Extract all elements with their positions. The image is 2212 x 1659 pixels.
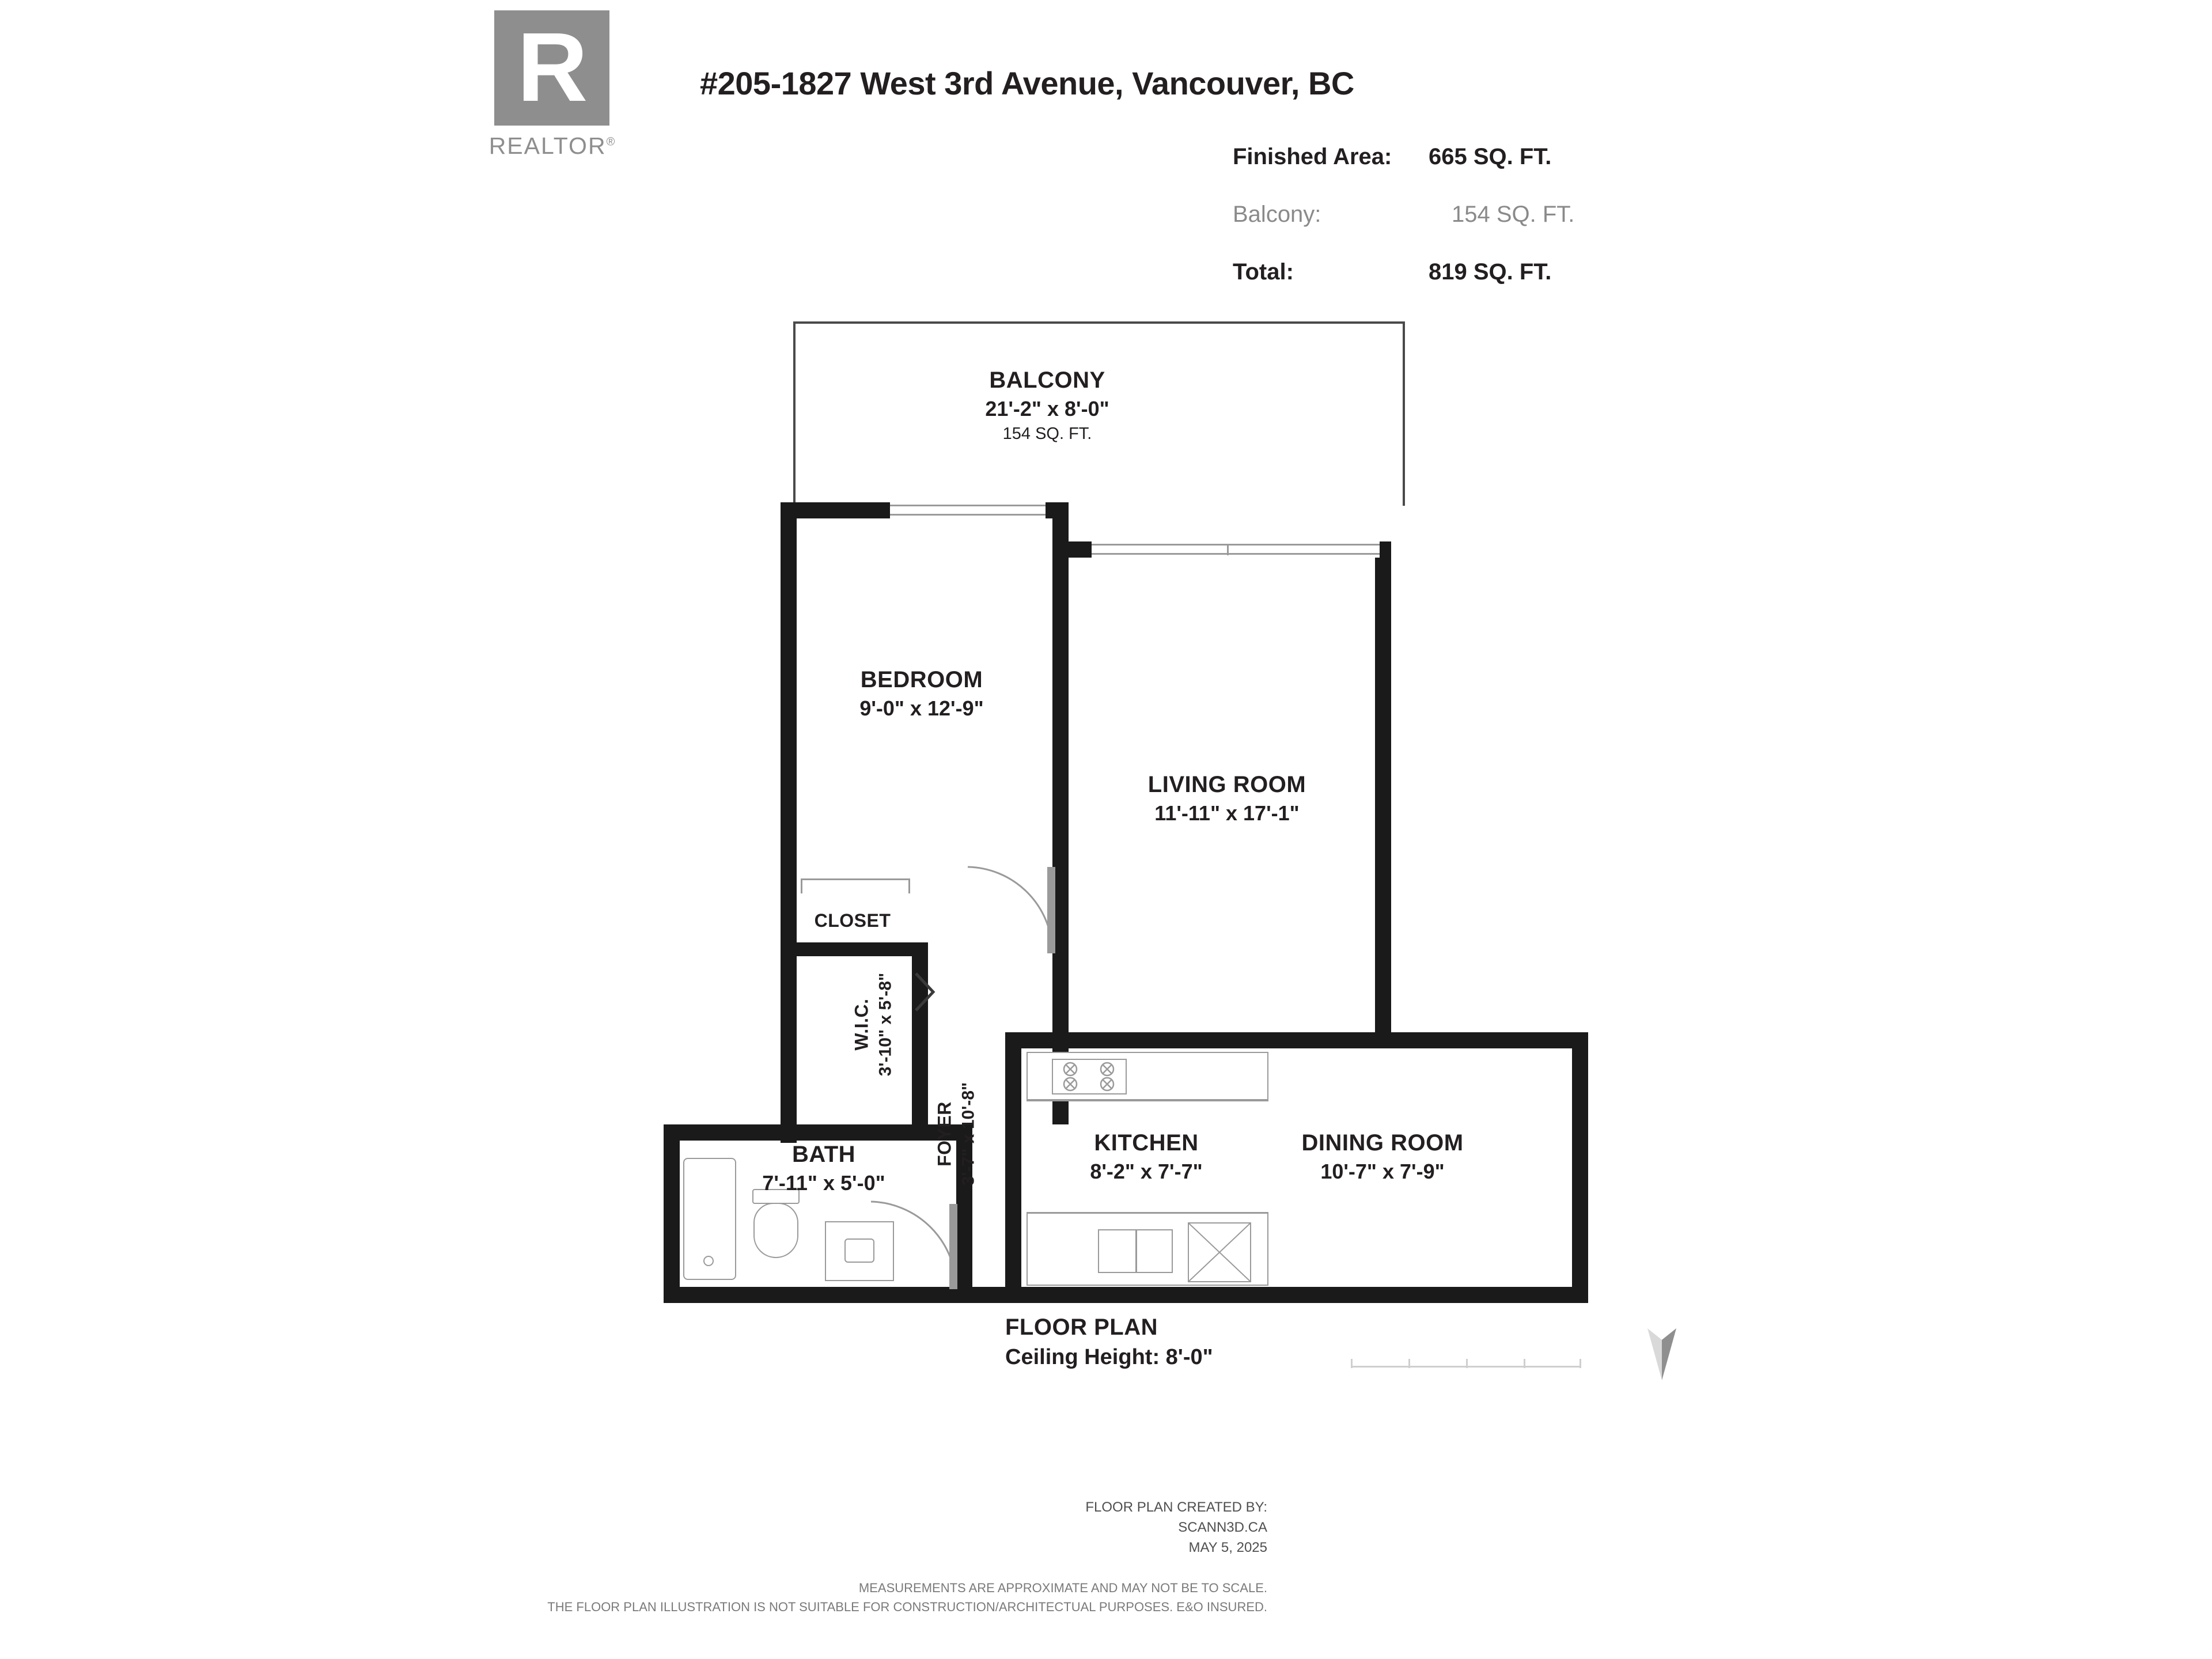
bath-dim: 7'-11" x 5'-0" — [762, 1171, 885, 1195]
toilet-icon — [753, 1203, 798, 1258]
total-area-value: 819 SQ. FT. — [1429, 259, 1552, 285]
wic-dim: 3'-10" x 5'-8" — [876, 972, 895, 1077]
cooktop-burners-icon — [1052, 1059, 1127, 1094]
page-title: #205-1827 West 3rd Avenue, Vancouver, BC — [700, 65, 1354, 101]
window-living-mullion — [1227, 544, 1229, 555]
wall-bath-left — [664, 1124, 680, 1303]
wall-living-right — [1375, 541, 1391, 1048]
scale-tick-2 — [1466, 1359, 1468, 1368]
room-label-bedroom — [801, 667, 1043, 721]
window-bedroom-line-outer — [890, 505, 1046, 506]
wall-bath-bottom — [664, 1287, 957, 1303]
credits-line-2: SCANN3D.CA — [1178, 1519, 1267, 1535]
dining-room-name: DINING ROOM — [1301, 1130, 1464, 1156]
wall-kitchen-left — [1005, 1032, 1021, 1303]
dining-room-dim: 10'-7" x 7'-9" — [1320, 1160, 1445, 1183]
room-label-bath — [709, 1142, 939, 1195]
window-living-line-outer — [1092, 544, 1380, 546]
realtor-r-glyph: R — [517, 13, 587, 122]
closet-shelf-line — [801, 878, 910, 880]
room-label-living-room — [1106, 772, 1348, 825]
balcony-area-value: 154 SQ. FT. — [1452, 202, 1575, 227]
wall-dining-bottom — [1005, 1287, 1588, 1303]
room-label-foyer — [934, 1048, 979, 1221]
wall-dining-right — [1572, 1032, 1588, 1303]
scale-bar — [1351, 1351, 1581, 1372]
north-arrow-icon — [1636, 1318, 1688, 1381]
foyer-dim: 3'-7" x 10'-8" — [959, 1082, 978, 1186]
wall-bath-top — [664, 1124, 957, 1141]
wall-bedroom-right — [1052, 502, 1069, 1124]
room-label-kitchen — [1031, 1130, 1262, 1184]
window-bedroom-line-inner — [890, 514, 1046, 516]
closet-shelf-line-2 — [801, 878, 802, 893]
wall-foyer-bottom — [956, 1287, 1020, 1303]
foyer-name: FOYER — [934, 1101, 955, 1166]
living-room-name: LIVING ROOM — [1147, 772, 1306, 797]
kitchen-sink-divider — [1135, 1229, 1137, 1273]
finished-area-value: 665 SQ. FT. — [1429, 144, 1552, 169]
balcony-area-label: Balcony: — [1233, 202, 1321, 227]
room-label-balcony — [926, 368, 1168, 444]
finished-area-label: Finished Area: — [1233, 144, 1392, 169]
wall-kitchen-top — [1005, 1032, 1385, 1048]
bedroom-name: BEDROOM — [860, 667, 983, 692]
disclaimer-line-2: THE FLOOR PLAN ILLUSTRATION IS NOT SUITABLE FOR CONSTRUCTION/ARCHITECTUAL PURPOSES. E&O INSURED. — [547, 1600, 1267, 1614]
kitchen-dim: 8'-2" x 7'-7" — [1090, 1160, 1203, 1183]
wic-name: W.I.C. — [851, 998, 872, 1051]
scale-tick-4 — [1580, 1359, 1581, 1368]
bathtub-drain-icon — [703, 1256, 714, 1266]
realtor-registered-mark: ® — [606, 135, 616, 149]
scale-tick-1 — [1408, 1359, 1410, 1368]
balcony-dim: 21'-2" x 8'-0" — [985, 397, 1109, 421]
kitchen-lower-counter-edge — [1027, 1212, 1268, 1214]
balcony-sqft: 154 SQ. FT. — [1002, 425, 1092, 443]
dishwasher-cross-icon — [1188, 1222, 1251, 1282]
disclaimer-block — [461, 1578, 1267, 1616]
closet-shelf-line-3 — [908, 878, 910, 893]
scale-tick-0 — [1351, 1359, 1353, 1368]
room-label-dining-room — [1262, 1130, 1503, 1184]
realtor-wordmark-text: REALTOR — [488, 132, 607, 159]
scale-tick-3 — [1524, 1359, 1525, 1368]
floor-plan-footer-title: FLOOR PLAN — [1005, 1315, 1158, 1340]
balcony-name: BALCONY — [989, 368, 1105, 393]
bedroom-dim: 9'-0" x 12'-9" — [859, 696, 984, 720]
floor-plan-footer — [1005, 1315, 1213, 1370]
kitchen-name: KITCHEN — [1094, 1130, 1199, 1156]
window-living-line-inner — [1092, 553, 1380, 555]
bath-sink-icon — [844, 1238, 874, 1263]
room-label-closet — [795, 910, 910, 931]
wall-wic-right — [912, 956, 928, 1124]
credits-block — [864, 1498, 1267, 1558]
living-room-dim: 11'-11" x 17'-1" — [1154, 801, 1300, 825]
disclaimer-line-1: MEASUREMENTS ARE APPROXIMATE AND MAY NOT BE TO SCALE. — [858, 1581, 1267, 1595]
bath-name: BATH — [791, 1142, 856, 1167]
total-area-label: Total: — [1233, 259, 1294, 285]
wall-wic-left — [781, 956, 797, 1143]
wall-living-lower-right — [1375, 1032, 1588, 1048]
room-label-wic — [851, 938, 896, 1111]
closet-name: CLOSET — [814, 910, 891, 931]
kitchen-upper-counter-edge — [1027, 1099, 1268, 1101]
credits-line-3: MAY 5, 2025 — [1188, 1539, 1267, 1555]
ceiling-height-label: Ceiling Height: 8'-0" — [1005, 1345, 1213, 1369]
credits-line-1: FLOOR PLAN CREATED BY: — [1085, 1499, 1267, 1515]
